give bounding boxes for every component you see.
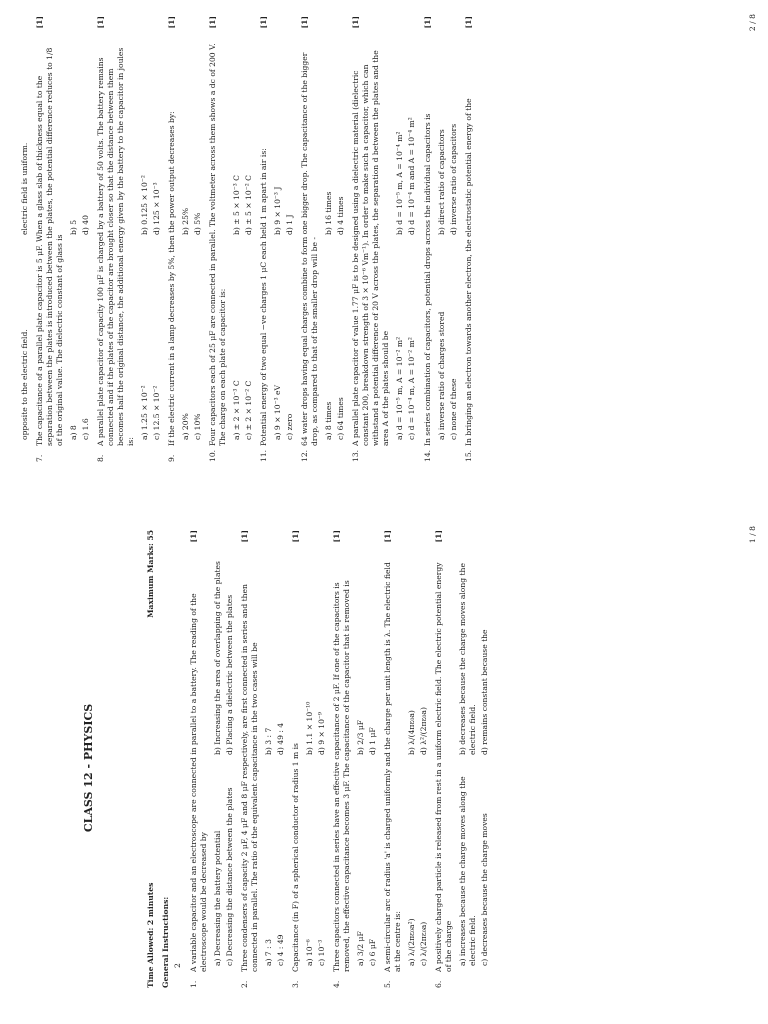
option: d) 1 μF [368, 727, 378, 755]
option: c) none of these [448, 378, 458, 440]
question [240, 530, 286, 988]
options [264, 554, 286, 966]
max-marks: Maximum Marks: 55 [146, 530, 155, 618]
question [423, 16, 459, 462]
option: d) 9 × 10⁻⁹ [317, 712, 327, 755]
question-text: The capacitance of a parallel plate capacitor is 5 μF. When a glass slab of thickness equal to the separation between the plates is introduced between the plates, the potential difference reduces to 1/8 of the original value. The dielectric constant of glass is [35, 47, 65, 446]
option: d) d = 10⁻⁴ m and A = 10⁻⁴ m² [407, 117, 417, 235]
options [356, 554, 378, 966]
option: a) increases because the charge moves along the electric field. [458, 776, 478, 966]
option: c) ± 2 × 10⁻² C [244, 380, 254, 440]
page-2-content [20, 16, 479, 462]
option: b) 5 [69, 219, 79, 235]
option: b) ± 5 × 10⁻³ C [232, 175, 242, 235]
options [407, 554, 429, 966]
question [96, 16, 162, 462]
question-body [189, 554, 235, 972]
options [181, 40, 203, 440]
option: a) 8 times [324, 401, 334, 440]
option: d) Placing a dielectric between the plates [225, 594, 235, 755]
option: c) 12.5 × 10⁻² [152, 385, 162, 440]
continued-options [20, 40, 30, 440]
option: d) 1 J [285, 214, 295, 235]
option: a) 9 × 10⁻³ eV [273, 384, 283, 440]
option: c) 10% [193, 413, 203, 440]
marks: [1] [422, 16, 432, 29]
exam-meta [146, 530, 156, 988]
question-body [240, 554, 286, 972]
marks: [1] [259, 16, 269, 29]
option: b) 1.1 × 10⁻¹⁰ [305, 701, 315, 755]
option: c) decreases because the charge moves [480, 813, 490, 966]
option: a) 8 [69, 425, 79, 440]
question [259, 16, 295, 462]
option: a) 1.25 × 10⁻² [140, 385, 150, 440]
question-text: Capacitance (in F) of a spherical conductor of radius 1 m is [291, 743, 301, 972]
option: d) ± 5 × 10⁻² C [244, 175, 254, 235]
page-1-content [146, 530, 495, 988]
option: b) 9 × 10⁻³ J [273, 186, 283, 235]
option: b) d = 10⁻⁵ m, A = 10⁻⁴ m² [395, 131, 405, 235]
options [305, 554, 327, 966]
option: c) 64 times [336, 397, 346, 440]
page-number: 2 / 8 [747, 14, 757, 32]
question-number: 5. [383, 980, 393, 988]
page-title: CLASS 12 - PHYSICS [82, 703, 95, 833]
option: d) 49 : 4 [276, 722, 286, 755]
question-text: A semi-circular arc of radius 'a' is charged uniformly and the charge per unit length is λ. The electric field at the centre is: [383, 562, 403, 972]
option: d) 125 × 10⁻³ [152, 182, 162, 235]
marks: [1] [167, 16, 177, 29]
question [434, 530, 490, 988]
instructions-heading: General Instructions: [161, 896, 171, 988]
question-number: 3. [291, 980, 301, 988]
option: a) 10⁻⁶ [305, 939, 315, 966]
question-list-page-2 [35, 16, 474, 462]
marks: [1] [351, 16, 361, 29]
option: opposite to the electric field. [20, 329, 29, 440]
marks: [1] [463, 16, 473, 29]
option: b) direct ratio of capacitors [436, 129, 446, 235]
options [437, 40, 459, 440]
question-number: 8. [96, 454, 106, 462]
question-body [300, 40, 346, 446]
question-body [351, 40, 417, 446]
marks: [1] [383, 530, 393, 543]
option: c) 6 μF [368, 938, 378, 966]
question-text: Four capacitors each of 25 μF are connected in parallel. The voltmeter across them shows a dc of 200 V. The charge on each plate of capacitor is: [208, 43, 228, 446]
option: b) 3 : 7 [264, 727, 274, 755]
question [291, 530, 327, 988]
question-text: A parallel plate capacitor of value 1.77 μF is to be designed using a dielectric material (dielectric constant 200, breakdown strength of 3 × 10⁻⁶ Vm⁻¹). In order to make such a capacitor, which can withstand a potential difference of 20 V across the plates, the separation d between the plates and the area A of the plates should be [351, 50, 391, 446]
option: b) decreases because the charge moves along the electric field. [458, 563, 478, 755]
option: d) λ²/(2πε₀a) [419, 707, 429, 755]
option: b) Increasing the area of overlapping of the plates [213, 561, 223, 755]
question-number: 2. [240, 980, 250, 988]
options [232, 40, 254, 440]
page-number: 1 / 8 [747, 526, 757, 544]
option: a) ± 2 × 10⁻³ C [232, 380, 242, 440]
option: a) Decreasing the battery potential [213, 830, 223, 966]
question-number: 11. [259, 449, 269, 462]
marks: [1] [96, 16, 106, 29]
question-text: In series combination of capacitors, potential drops across the individual capacitors is [422, 113, 432, 446]
question-body [464, 40, 474, 446]
question-number: 13. [351, 449, 361, 462]
option: b) λ/(4πε₀a) [407, 710, 417, 755]
options [213, 554, 235, 966]
question-body [167, 40, 203, 446]
question-number: 4. [332, 980, 342, 988]
marks: [1] [35, 16, 45, 29]
option: d) 5% [193, 212, 203, 235]
option: c) 10⁻³ [317, 939, 327, 966]
question-text: In bringing an electron towards another electron, the electrostatic potential energy of the [463, 98, 473, 446]
marks: [1] [240, 530, 250, 543]
question-body [208, 40, 254, 446]
marks: [1] [189, 530, 199, 543]
question-body [332, 554, 378, 972]
question [35, 16, 91, 462]
options [324, 40, 346, 440]
option: b) 0.125 × 10⁻² [140, 175, 150, 235]
question-text: Three condensers of capacity 2 μF, 4 μF and 8 μF respectively, are first connected in series and then connected in parallel. The ratio of the equivalent capacitance in the two cases will be [240, 584, 260, 972]
marks: [1] [208, 16, 218, 29]
question-text: Three capacitors connected in series have an effective capacitance of 2 μF. If one of the capacitors is removed, the effective capacitance becomes 3 μF. The capacitance of the capacitor that is removed is [332, 580, 352, 972]
question-body [383, 554, 429, 972]
question-body [96, 40, 162, 446]
question [300, 16, 346, 462]
option: b) 25% [181, 207, 191, 235]
question-number: 9. [167, 454, 177, 462]
question-body [434, 554, 490, 972]
marks: [1] [434, 530, 444, 543]
time-allowed: Time Allowed: 2 minutes [146, 882, 155, 988]
options [458, 554, 490, 966]
instruction-item: 2 [173, 963, 183, 968]
option: c) Decreasing the distance between the plates [225, 787, 235, 966]
option: a) λ/(2πε₀a²) [407, 918, 417, 966]
option: a) 3/2 μF [356, 931, 366, 966]
question-body [259, 40, 295, 446]
question-text: A variable capacitor and an electroscope are connected in parallel to a battery. The reading of the electroscope would be decreased by [189, 593, 209, 972]
question [351, 16, 417, 462]
page-1 [0, 512, 768, 1024]
question-body [35, 40, 91, 446]
option: d) inverse ratio of capacitors [448, 123, 458, 235]
option: c) d = 10⁻⁴ m, A = 10⁻² m² [407, 337, 417, 440]
question-number: 15. [463, 449, 473, 462]
question-number: 7. [35, 454, 45, 462]
option: c) 4 : 49 [276, 934, 286, 966]
question-number: 12. [300, 449, 310, 462]
question [464, 16, 474, 462]
option: d) 4 times [336, 196, 346, 235]
option: electric field is uniform. [20, 142, 29, 235]
marks: [1] [300, 16, 310, 29]
question-list-page-1 [189, 530, 490, 988]
marks: [1] [332, 530, 342, 543]
option: b) 2/3 μF [356, 719, 366, 755]
question-body [423, 40, 459, 446]
option: d) remains constant because the [480, 629, 490, 755]
question-text: If the electric current in a lamp decreases by 5%, then the power output decreases by: [167, 111, 177, 446]
options [273, 40, 295, 440]
option: a) 20% [181, 413, 191, 440]
options [140, 40, 162, 440]
option: d) 40 [81, 215, 91, 235]
question [383, 530, 429, 988]
question-text: Potential energy of two equal −ve charges 1 μC each held 1 m apart in air is: [259, 148, 269, 446]
question-text: A parallel plate capacitor of capacity 100 μF is charged by a battery of 50 volts. The battery remains connected and if the plates of the capacitor are brought closer so that the distance between them becomes half the original distance, the additional energy given by the battery to the capacitor in joules is: [96, 47, 136, 446]
option: a) 7 : 3 [264, 939, 274, 966]
question-number: 6. [434, 980, 444, 988]
option: a) inverse ratio of charges stored [436, 311, 446, 440]
options [395, 40, 417, 440]
question [189, 530, 235, 988]
option: b) 16 times [324, 191, 334, 235]
question [208, 16, 254, 462]
marks: [1] [291, 530, 301, 543]
question-body [291, 554, 327, 972]
options [69, 40, 91, 440]
question [167, 16, 203, 462]
question-number: 1. [189, 980, 199, 988]
question-text: A positively charged particle is released from rest in a uniform electric field. The electric potential energy of the charge [434, 562, 454, 972]
option: c) λ/(2πε₀a) [419, 921, 429, 966]
option: c) zero [285, 413, 295, 440]
option: a) d = 10⁻⁵ m, A = 10⁻² m² [395, 336, 405, 440]
question-text: 64 water drops having equal charges combine to form one bigger drop. The capacitance of the bigger drop, as compared to that of the smaller drop will be - [300, 52, 320, 446]
option: c) 1.6 [81, 418, 91, 440]
question [332, 530, 378, 988]
question-number: 14. [422, 449, 432, 462]
question-number: 10. [208, 449, 218, 462]
